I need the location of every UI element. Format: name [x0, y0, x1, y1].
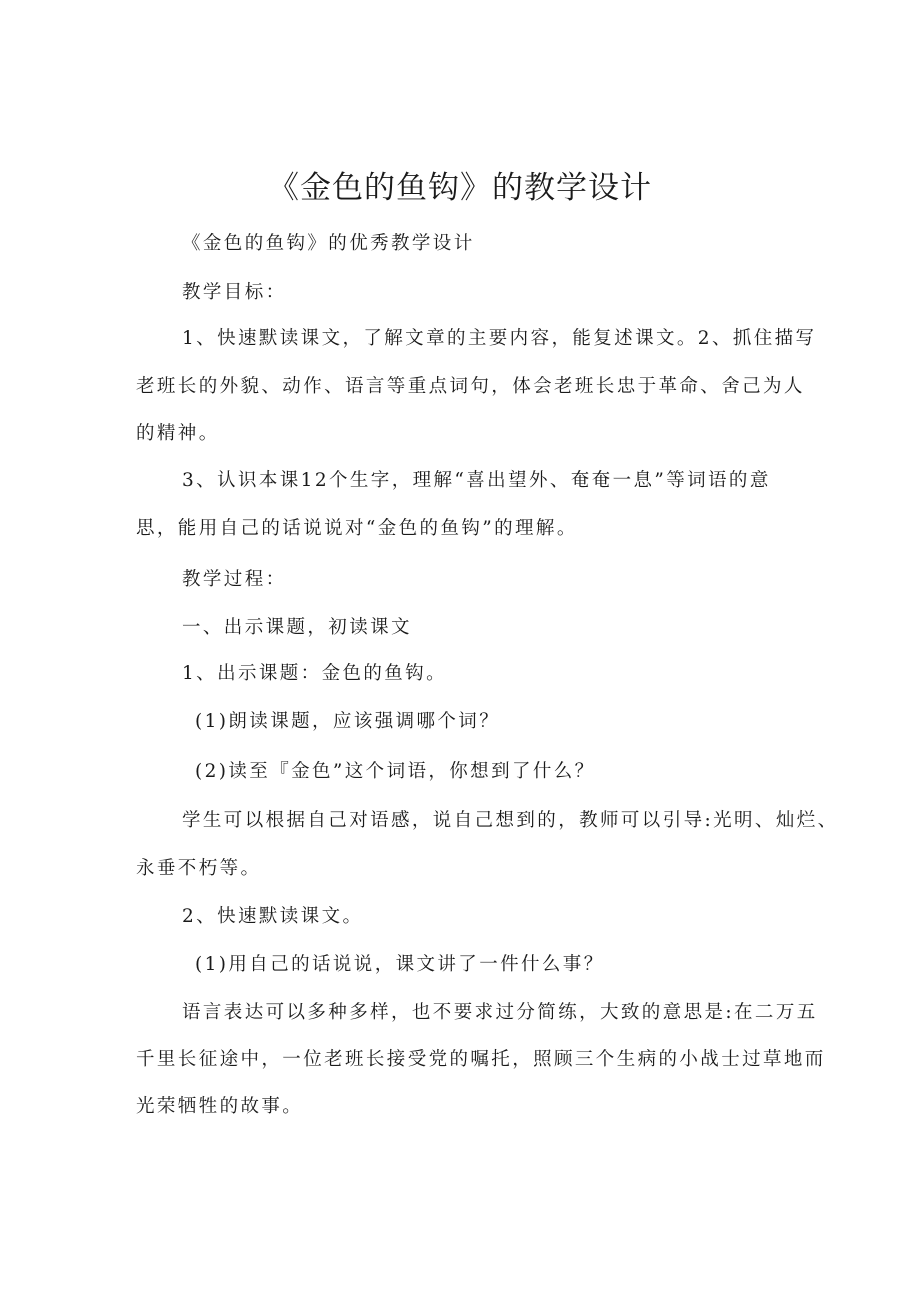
section-heading: 教学过程： [182, 569, 287, 590]
paragraph-line: 1、出示课题：金色的鱼钩。 [182, 663, 447, 684]
paragraph-line: 老班长的外貌、动作、语言等重点词句，体会老班长忠于革命、舍己为人 [136, 376, 805, 397]
paragraph-line: (2)读至『金色”这个词语，你想到了什么？ [195, 761, 596, 782]
paragraph-line: 千里长征途中，一位老班长接受党的嘱托，照顾三个生病的小战士过草地而 [136, 1049, 826, 1070]
paragraph-line: 学生可以根据自己对语感，说自己想到的，教师可以引导:光明、灿烂、 [182, 810, 839, 831]
paragraph-line: 的精神。 [136, 423, 220, 444]
paragraph-line: 1、快速默读课文，了解文章的主要内容，能复述课文。2、抓住描写 [182, 328, 817, 349]
document-title: 《金色的鱼钩》的教学设计 [268, 170, 652, 206]
paragraph-line: 教学目标： [182, 282, 287, 303]
paragraph-line: 3、认识本课12个生字，理解“喜出望外、奄奄一息”等词语的意 [182, 470, 771, 491]
paragraph-line: 语言表达可以多种多样，也不要求过分简练，大致的意思是:在二万五 [182, 1002, 818, 1023]
subtitle-line: 《金色的鱼钩》的优秀教学设计 [182, 233, 475, 254]
paragraph-line: (1)用自己的话说说，课文讲了一件什么事？ [195, 954, 605, 975]
paragraph-line: 光荣牺牲的故事。 [136, 1096, 304, 1117]
paragraph-line: (1)朗读课题，应该强调哪个词？ [195, 711, 501, 732]
paragraph-line: 思，能用自己的话说说对“金色的鱼钩”的理解。 [136, 518, 578, 539]
section-heading: 一、出示课题，初读课文 [182, 617, 412, 638]
paragraph-line: 永垂不朽等。 [136, 858, 262, 879]
paragraph-line: 2、快速默读课文。 [182, 906, 364, 927]
